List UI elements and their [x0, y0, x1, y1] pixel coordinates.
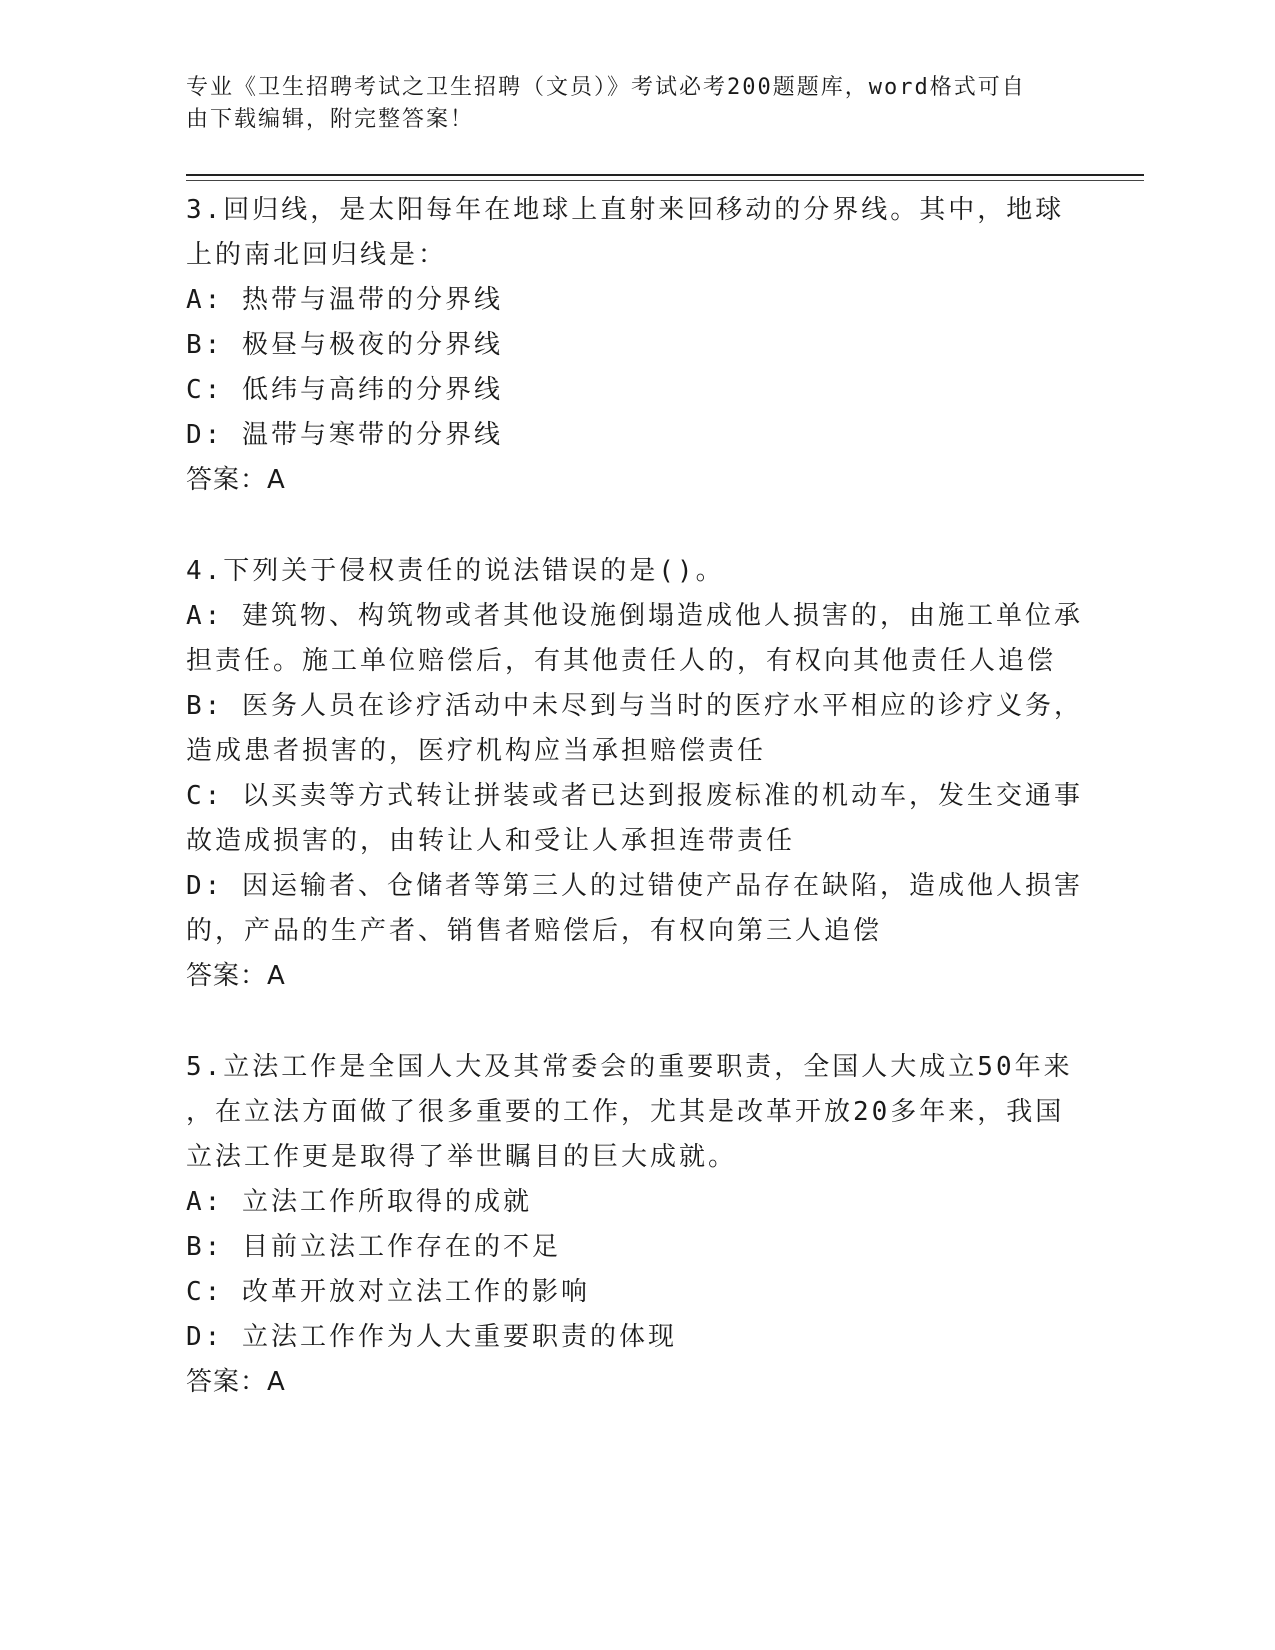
option-a: A: 立法工作所取得的成就 — [186, 1187, 532, 1217]
option-c: C: 以买卖等方式转让拼装或者已达到报废标准的机动车，发生交通事 — [186, 781, 1083, 811]
option-d: D: 立法工作作为人大重要职责的体现 — [186, 1322, 677, 1352]
document-header — [186, 72, 1066, 136]
question-5 — [186, 1045, 1086, 1405]
option-b: B: 医务人员在诊疗活动中未尽到与当时的医疗水平相应的诊疗义务， — [186, 691, 1083, 721]
option-c-continued: 故造成损害的，由转让人和受让人承担连带责任 — [186, 826, 796, 856]
header-divider-thick — [186, 174, 1144, 176]
header-line-2: 由下载编辑，附完整答案！ — [186, 107, 475, 132]
option-c: C: 改革开放对立法工作的影响 — [186, 1277, 590, 1307]
option-a: A: 热带与温带的分界线 — [186, 285, 503, 315]
option-d: D: 因运输者、仓储者等第三人的过错使产品存在缺陷，造成他人损害 — [186, 871, 1083, 901]
option-a: A: 建筑物、构筑物或者其他设施倒塌造成他人损害的，由施工单位承 — [186, 601, 1083, 631]
question-stem-line: 3.回归线，是太阳每年在地球上直射来回移动的分界线。其中，地球 — [186, 195, 1065, 225]
answer-line: 答案：A — [186, 961, 286, 991]
option-b-continued: 造成患者损害的，医疗机构应当承担赔偿责任 — [186, 736, 767, 766]
question-4 — [186, 549, 1086, 999]
question-stem-line: 4.下列关于侵权责任的说法错误的是()。 — [186, 556, 725, 586]
answer-line: 答案：A — [186, 1367, 286, 1397]
question-stem-line: ，在立法方面做了很多重要的工作，尤其是改革开放20多年来，我国 — [186, 1097, 1065, 1127]
questions-list — [186, 188, 1086, 1405]
option-a-continued: 担责任。施工单位赔偿后，有其他责任人的，有权向其他责任人追偿 — [186, 646, 1057, 676]
question-spacer — [186, 503, 1086, 549]
option-b: B: 目前立法工作存在的不足 — [186, 1232, 561, 1262]
option-c: C: 低纬与高纬的分界线 — [186, 375, 503, 405]
question-stem-line: 立法工作更是取得了举世瞩目的巨大成就。 — [186, 1142, 738, 1172]
option-d-continued: 的，产品的生产者、销售者赔偿后，有权向第三人追偿 — [186, 916, 883, 946]
header-divider-thin — [186, 180, 1144, 181]
header-line-1: 专业《卫生招聘考试之卫生招聘（文员）》考试必考200题题库，word格式可自 — [186, 75, 1026, 100]
question-stem-line: 5.立法工作是全国人大及其常委会的重要职责，全国人大成立50年来 — [186, 1052, 1073, 1082]
question-stem-line: 上的南北回归线是： — [186, 240, 448, 270]
answer-line: 答案：A — [186, 465, 286, 495]
question-3 — [186, 188, 1086, 503]
option-d: D: 温带与寒带的分界线 — [186, 420, 503, 450]
question-spacer — [186, 999, 1086, 1045]
option-b: B: 极昼与极夜的分界线 — [186, 330, 503, 360]
